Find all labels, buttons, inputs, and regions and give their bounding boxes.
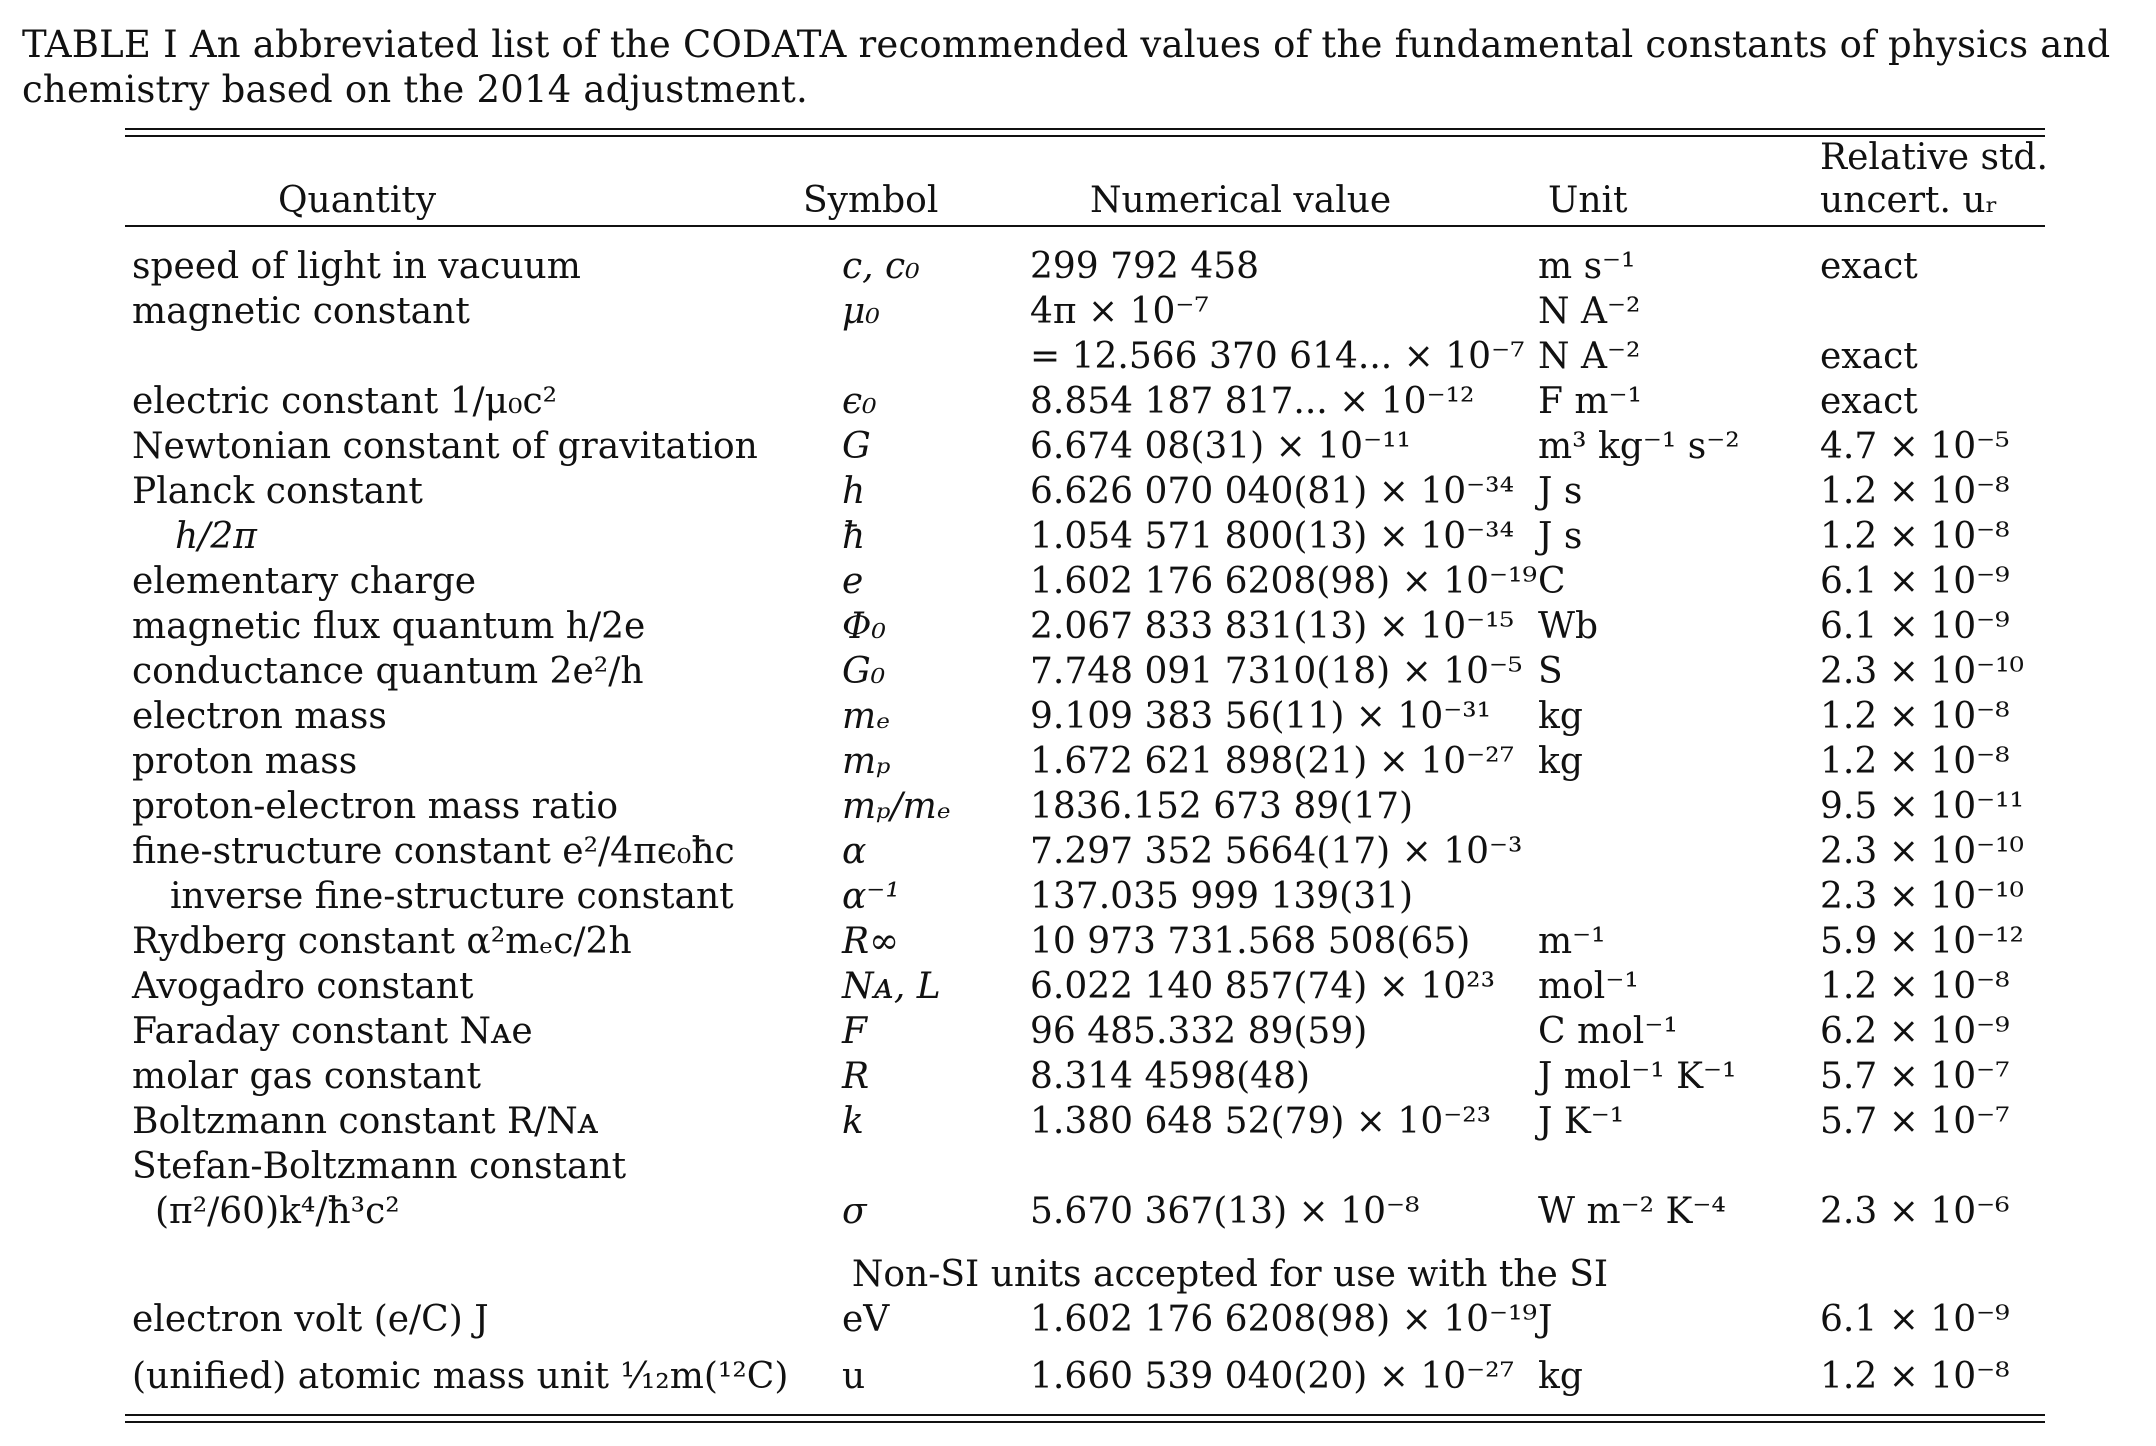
unit-cell: F m⁻¹	[1538, 381, 1642, 422]
unit-cell: J mol⁻¹ K⁻¹	[1538, 1056, 1737, 1097]
table-row	[0, 1054, 2156, 1099]
value-cell: 1.602 176 6208(98) × 10⁻¹⁹	[1030, 561, 1537, 602]
value-cell: 6.022 140 857(74) × 10²³	[1030, 966, 1495, 1007]
table-row	[0, 784, 2156, 829]
unit-cell: J K⁻¹	[1538, 1101, 1625, 1142]
quantity-cell: (unified) atomic mass unit ¹⁄₁₂m(¹²C)	[132, 1356, 789, 1397]
header-unit: Unit	[1548, 180, 1628, 221]
unit-cell: J	[1538, 1299, 1553, 1340]
symbol-cell: R	[842, 1056, 870, 1097]
value-cell: 137.035 999 139(31)	[1030, 876, 1414, 917]
quantity-cell: speed of light in vacuum	[132, 246, 581, 287]
table-row	[0, 469, 2156, 514]
top-rule-1	[125, 128, 2045, 130]
unit-cell: J s	[1538, 471, 1583, 512]
table-row	[0, 919, 2156, 964]
quantity-cell: elementary charge	[132, 561, 477, 602]
uncert-cell: exact	[1820, 336, 1918, 377]
uncert-cell: 5.9 × 10⁻¹²	[1820, 921, 2024, 962]
symbol-cell: Nᴀ, L	[842, 966, 941, 1007]
header-rule	[125, 225, 2045, 227]
unit-cell: kg	[1538, 1356, 1583, 1397]
value-cell: 8.854 187 817... × 10⁻¹²	[1030, 381, 1475, 422]
unit-cell: kg	[1538, 696, 1583, 737]
symbol-cell: σ	[842, 1191, 867, 1232]
uncert-cell: 1.2 × 10⁻⁸	[1820, 966, 2010, 1007]
value-cell: 7.748 091 7310(18) × 10⁻⁵	[1030, 651, 1523, 692]
table-row	[0, 1354, 2156, 1399]
table-row	[0, 424, 2156, 469]
value-cell: 299 792 458	[1030, 246, 1260, 287]
table-row	[0, 649, 2156, 694]
quantity-cell: proton-electron mass ratio	[132, 786, 618, 827]
symbol-cell: ϵ₀	[842, 381, 877, 422]
table-row	[0, 1009, 2156, 1054]
header-uncert-line2: uncert. uᵣ	[1820, 180, 1999, 221]
bottom-rule-1	[125, 1414, 2045, 1416]
uncert-cell: 6.1 × 10⁻⁹	[1820, 561, 2010, 602]
uncert-cell: 2.3 × 10⁻¹⁰	[1820, 651, 2024, 692]
unit-cell: C	[1538, 561, 1566, 602]
quantity-cell: h/2π	[175, 516, 257, 557]
uncert-cell: 1.2 × 10⁻⁸	[1820, 696, 2010, 737]
value-cell: = 12.566 370 614... × 10⁻⁷	[1030, 336, 1525, 377]
value-cell: 10 973 731.568 508(65)	[1030, 921, 1471, 962]
symbol-cell: c, c₀	[842, 246, 920, 287]
unit-cell: m³ kg⁻¹ s⁻²	[1538, 426, 1740, 467]
table-caption: TABLE I An abbreviated list of the CODATA recommended values of the fundamental constants of physics and chemistry based on the 2014 adjustment.	[22, 23, 2111, 111]
value-cell: 6.674 08(31) × 10⁻¹¹	[1030, 426, 1411, 467]
table-row	[0, 559, 2156, 604]
uncert-cell: 6.1 × 10⁻⁹	[1820, 1299, 2010, 1340]
table-row	[0, 694, 2156, 739]
value-cell: 8.314 4598(48)	[1030, 1056, 1311, 1097]
quantity-cell: Planck constant	[132, 471, 423, 512]
unit-cell: J s	[1538, 516, 1583, 557]
uncert-cell: 9.5 × 10⁻¹¹	[1820, 786, 2024, 827]
value-cell: 1836.152 673 89(17)	[1030, 786, 1414, 827]
unit-cell: mol⁻¹	[1538, 966, 1639, 1007]
quantity-cell: Faraday constant Nᴀe	[132, 1011, 533, 1052]
unit-cell: Wb	[1538, 606, 1599, 647]
table-row	[0, 964, 2156, 1009]
uncert-cell: 2.3 × 10⁻¹⁰	[1820, 876, 2024, 917]
uncert-cell: 6.2 × 10⁻⁹	[1820, 1011, 2010, 1052]
top-rule-2	[125, 135, 2045, 137]
table-row	[0, 604, 2156, 649]
table-row	[0, 514, 2156, 559]
value-cell: 2.067 833 831(13) × 10⁻¹⁵	[1030, 606, 1514, 647]
uncert-cell: 2.3 × 10⁻⁶	[1820, 1191, 2010, 1232]
symbol-cell: μ₀	[842, 291, 880, 332]
quantity-cell: electron volt (e/C) J	[132, 1299, 489, 1340]
symbol-cell: mₚ	[842, 741, 891, 782]
uncert-cell: 1.2 × 10⁻⁸	[1820, 516, 2010, 557]
symbol-cell: α⁻¹	[842, 876, 900, 917]
quantity-cell: electron mass	[132, 696, 387, 737]
table-row	[0, 1099, 2156, 1144]
symbol-cell: G	[842, 426, 871, 467]
value-cell: 1.672 621 898(21) × 10⁻²⁷	[1030, 741, 1514, 782]
table-row	[0, 829, 2156, 874]
symbol-cell: R∞	[842, 921, 900, 962]
quantity-cell: molar gas constant	[132, 1056, 481, 1097]
value-cell: 1.380 648 52(79) × 10⁻²³	[1030, 1101, 1492, 1142]
table-row	[0, 289, 2156, 334]
unit-cell: C mol⁻¹	[1538, 1011, 1678, 1052]
header-quantity: Quantity	[278, 180, 437, 221]
quantity-cell: Boltzmann constant R/Nᴀ	[132, 1101, 599, 1142]
unit-cell: N A⁻²	[1538, 336, 1641, 377]
uncert-cell: 2.3 × 10⁻¹⁰	[1820, 831, 2024, 872]
quantity-cell: Avogadro constant	[132, 966, 474, 1007]
quantity-cell: inverse fine-structure constant	[170, 876, 734, 917]
uncert-cell: 1.2 × 10⁻⁸	[1820, 471, 2010, 512]
quantity-cell: magnetic flux quantum h/2e	[132, 606, 646, 647]
value-cell: 6.626 070 040(81) × 10⁻³⁴	[1030, 471, 1514, 512]
quantity-cell: fine-structure constant e²/4πϵ₀ħc	[132, 831, 735, 872]
symbol-cell: F	[842, 1011, 867, 1052]
symbol-cell: h	[842, 471, 866, 512]
unit-cell: m⁻¹	[1538, 921, 1606, 962]
value-cell: 5.670 367(13) × 10⁻⁸	[1030, 1191, 1420, 1232]
value-cell: 1.602 176 6208(98) × 10⁻¹⁹	[1030, 1299, 1537, 1340]
symbol-cell: G₀	[842, 651, 886, 692]
unit-cell: S	[1538, 651, 1563, 692]
symbol-cell: Φ₀	[842, 606, 886, 647]
value-cell: 9.109 383 56(11) × 10⁻³¹	[1030, 696, 1492, 737]
uncert-cell: exact	[1820, 246, 1918, 287]
value-cell: 1.054 571 800(13) × 10⁻³⁴	[1030, 516, 1514, 557]
value-cell: 7.297 352 5664(17) × 10⁻³	[1030, 831, 1523, 872]
quantity-cell: Newtonian constant of gravitation	[132, 426, 758, 467]
unit-cell: m s⁻¹	[1538, 246, 1636, 287]
table-row	[0, 1297, 2156, 1342]
unit-cell: N A⁻²	[1538, 291, 1641, 332]
non-si-section-title: Non-SI units accepted for use with the SI	[851, 1254, 1609, 1295]
quantity-cell: proton mass	[132, 741, 358, 782]
bottom-rule-2	[125, 1421, 2045, 1423]
table-row	[0, 334, 2156, 379]
uncert-cell: 4.7 × 10⁻⁵	[1820, 426, 2010, 467]
symbol-cell: e	[842, 561, 864, 602]
unit-cell: kg	[1538, 741, 1583, 782]
value-cell: 4π × 10⁻⁷	[1030, 291, 1209, 332]
table-row	[0, 244, 2156, 289]
table-row	[0, 1189, 2156, 1234]
symbol-cell: mₑ	[842, 696, 891, 737]
symbol-cell: mₚ/mₑ	[842, 786, 951, 827]
quantity-cell: Stefan-Boltzmann constant	[132, 1146, 627, 1187]
uncert-cell: 1.2 × 10⁻⁸	[1820, 741, 2010, 782]
quantity-cell: (π²/60)k⁴/ħ³c²	[155, 1191, 400, 1232]
table-row	[0, 1144, 2156, 1189]
uncert-cell: 5.7 × 10⁻⁷	[1820, 1101, 2010, 1142]
quantity-cell: magnetic constant	[132, 291, 470, 332]
header-symbol: Symbol	[803, 180, 939, 221]
unit-cell: W m⁻² K⁻⁴	[1538, 1191, 1726, 1232]
table-row	[0, 739, 2156, 784]
quantity-cell: electric constant 1/μ₀c²	[132, 381, 558, 422]
quantity-cell: Rydberg constant α²mₑc/2h	[132, 921, 632, 962]
symbol-cell: u	[842, 1356, 866, 1397]
header-numerical-value: Numerical value	[1090, 180, 1392, 221]
quantity-cell: conductance quantum 2e²/h	[132, 651, 644, 692]
value-cell: 96 485.332 89(59)	[1030, 1011, 1368, 1052]
table-row	[0, 874, 2156, 919]
table-row	[0, 379, 2156, 424]
header-uncert-line1: Relative std.	[1820, 137, 2048, 178]
symbol-cell: k	[842, 1101, 864, 1142]
symbol-cell: eV	[842, 1299, 890, 1340]
uncert-cell: 1.2 × 10⁻⁸	[1820, 1356, 2010, 1397]
uncert-cell: exact	[1820, 381, 1918, 422]
uncert-cell: 6.1 × 10⁻⁹	[1820, 606, 2010, 647]
uncert-cell: 5.7 × 10⁻⁷	[1820, 1056, 2010, 1097]
symbol-cell: ħ	[842, 516, 866, 557]
symbol-cell: α	[842, 831, 867, 872]
value-cell: 1.660 539 040(20) × 10⁻²⁷	[1030, 1356, 1514, 1397]
